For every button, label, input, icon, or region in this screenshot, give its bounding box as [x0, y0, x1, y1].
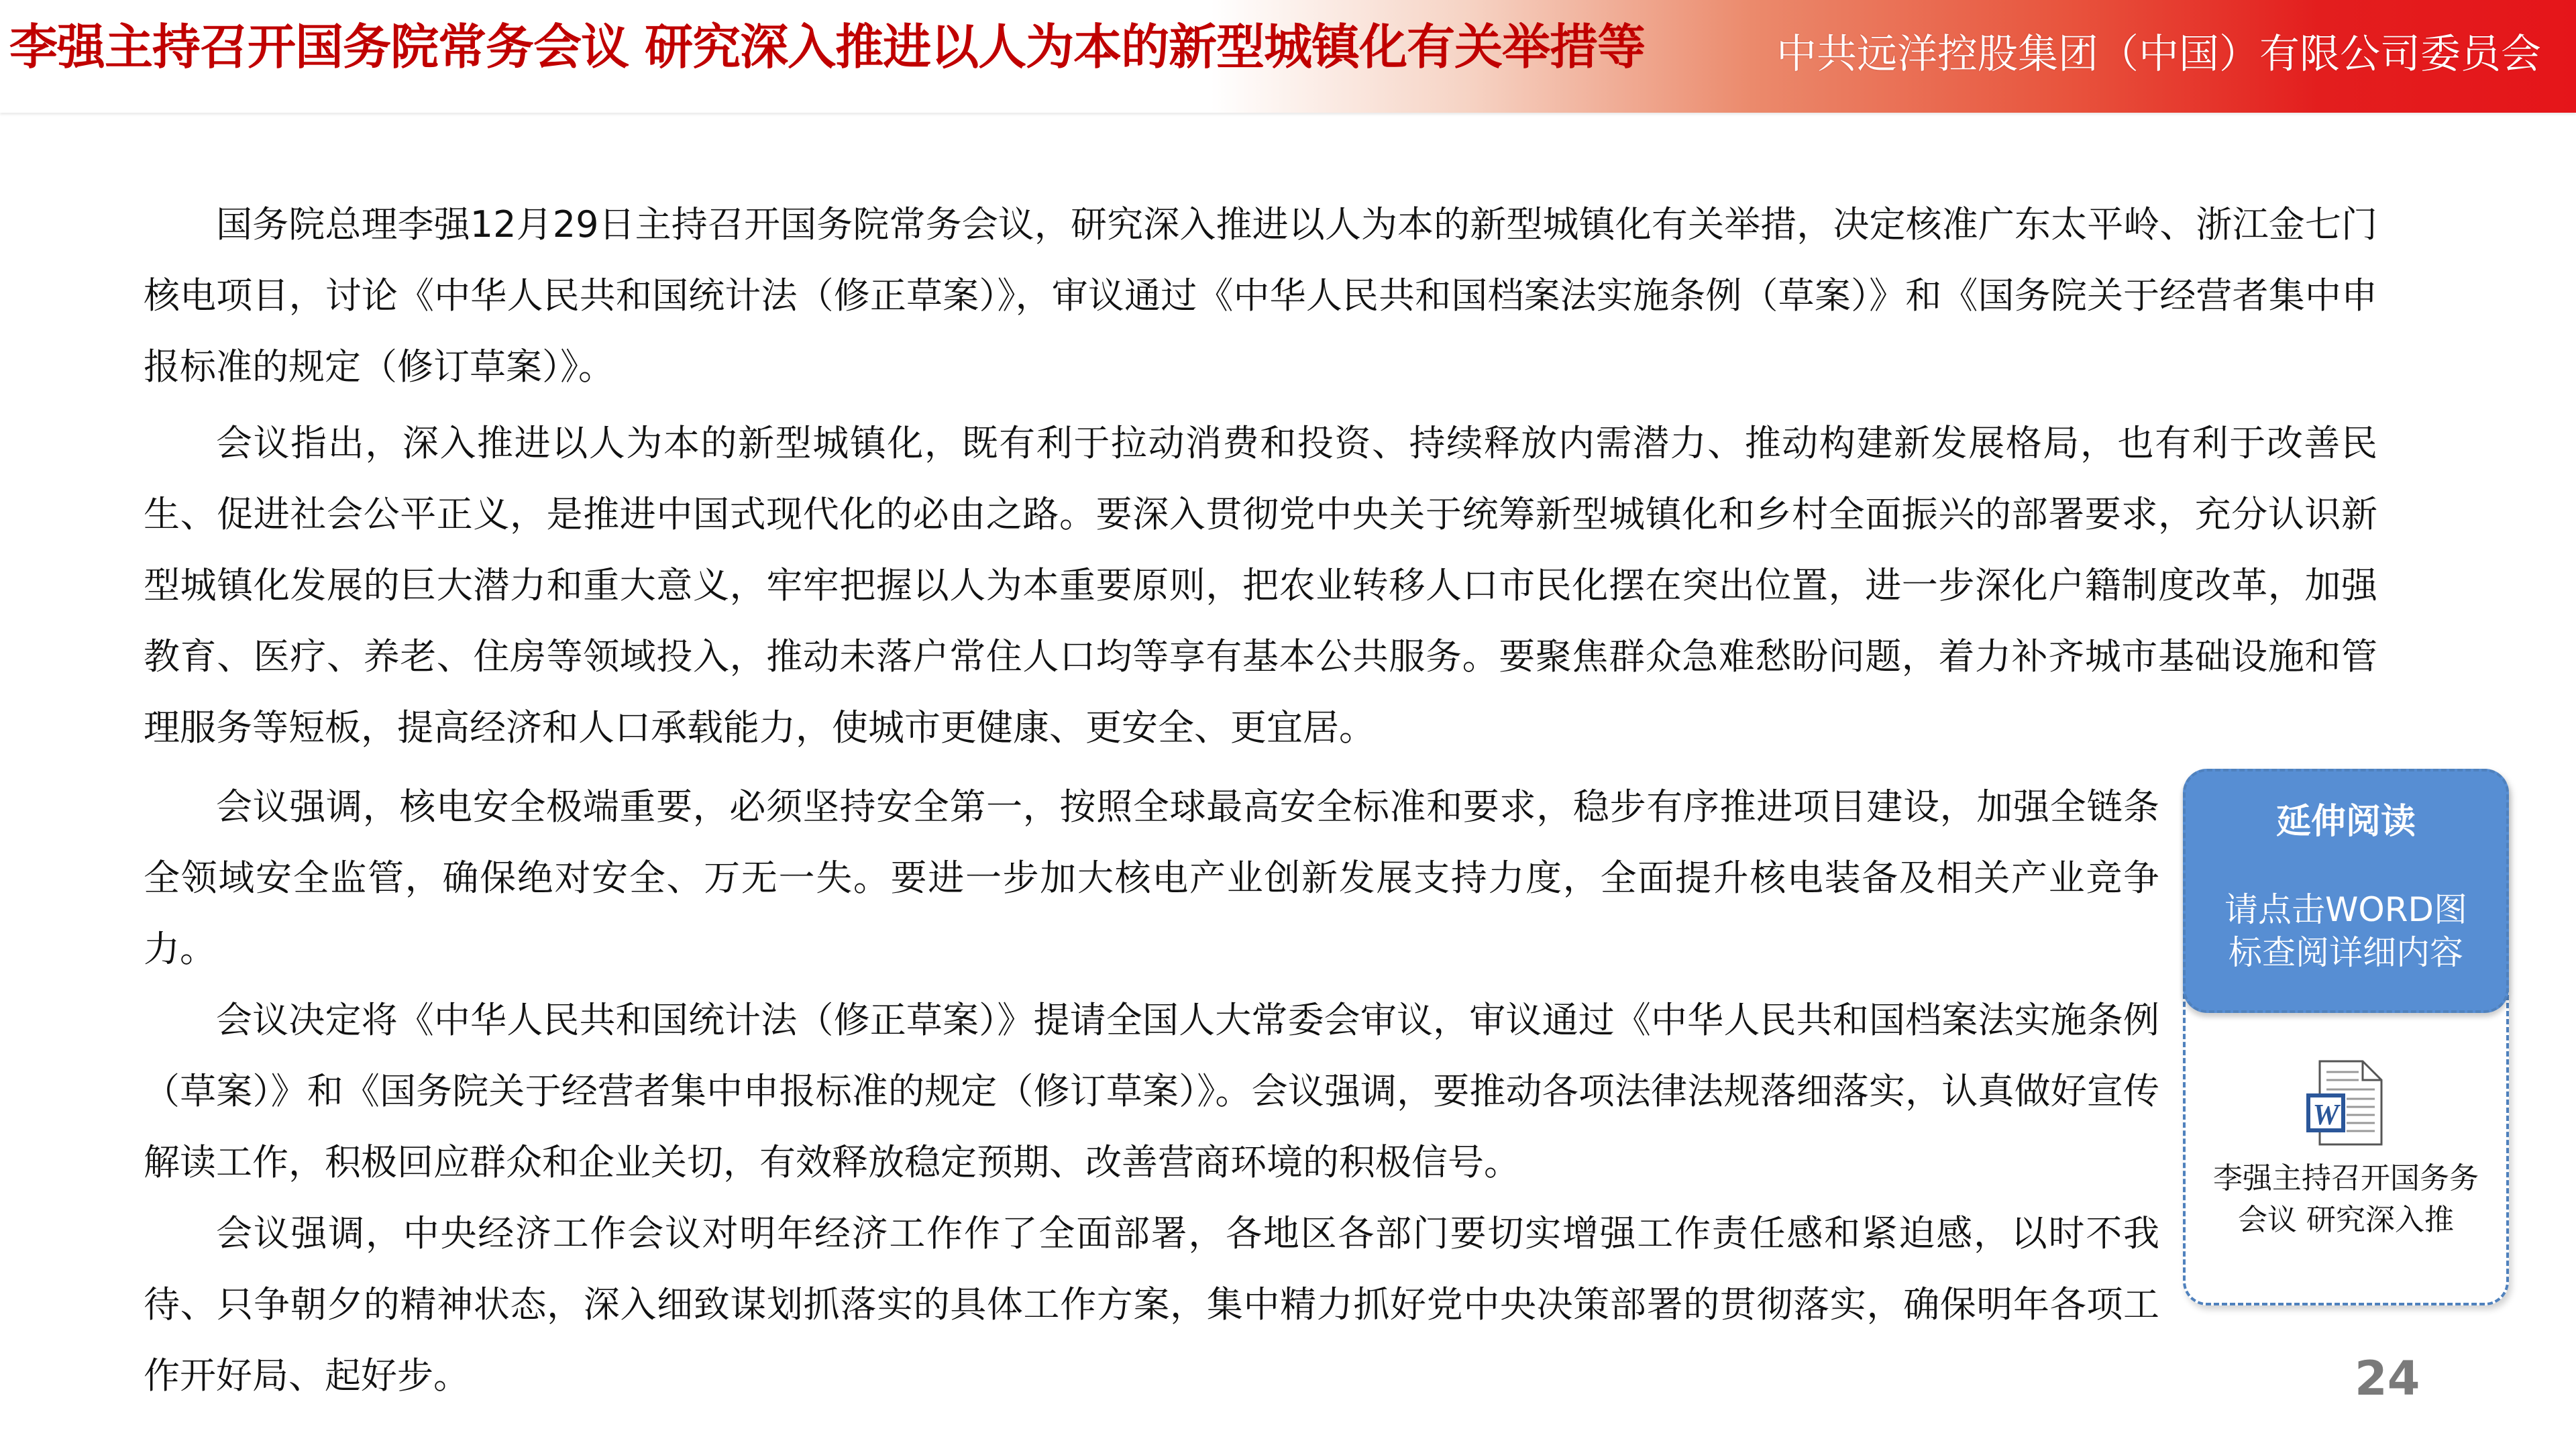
paragraph: 会议指出，深入推进以人为本的新型城镇化，既有利于拉动消费和投资、持续释放内需潜力、推动构建新发展格局，也有利于改善民生、促进社会公平正义，是推进中国式现代化的必由之路。要深入贯彻党中央关于统筹新型城镇化和乡村全面振兴的部署要求，充分认识新型城镇化发展的巨大潜力和重大意义，牢牢把握以人为本重要原则，把农业转移人口市民化摆在突出位置，进一步深化户籍制度改革，加强教育、医疗、养老、住房等领域投入，推动未落户常住人口均等享有基本公共服务。要聚焦群众急难愁盼问题，着力补齐城市基础设施和管理服务等短板，提高经济和人口承载能力，使城市更健康、更安全、更宜居。 — [144, 422, 2377, 749]
extended-reading-description: 请点击WORD图标查阅详细内容 — [2224, 890, 2468, 972]
word-document-icon[interactable] — [2305, 1060, 2385, 1147]
organization-name: 中共远洋控股集团（中国）有限公司委员会 — [1776, 31, 2541, 78]
paragraph: 会议决定将《中华人民共和国统计法（修正草案）》提请全国人大常委会审议，审议通过《中华人民共和国档案法实施条例（草案）》和《国务院关于经营者集中申报标准的规定（修订草案）》。会议强调，要推动各项法律法规落细落实，认真做好宣传解读工作，积极回应群众和企业关切，有效释放稳定预期、改善营商环境的积极信号。 — [144, 999, 2159, 1183]
page-title: 李强主持召开国务院常务会议 研究深入推进以人为本的新型城镇化有关举措等 — [9, 19, 1646, 75]
paragraph: 会议强调，核电安全极端重要，必须坚持安全第一，按照全球最高安全标准和要求，稳步有序推进项目建设，加强全链条全领域安全监管，确保绝对安全、万无一失。要进一步加大核电产业创新发展支持力度，全面提升核电装备及相关产业竞争力。 — [144, 786, 2159, 970]
paragraph: 国务院总理李强12月29日主持召开国务院常务会议，研究深入推进以人为本的新型城镇化有关举措，决定核准广东太平岭、浙江金七门核电项目，讨论《中华人民共和国统计法（修正草案）》，审议通过《中华人民共和国档案法实施条例（草案）》和《国务院关于经营者集中申报标准的规定（修订草案）》。 — [144, 203, 2377, 388]
extended-reading-panel — [2183, 769, 2509, 1305]
document-link[interactable]: 李强主持召开国务务会议 研究深入推 — [2213, 1161, 2479, 1237]
paragraph: 会议强调，中央经济工作会议对明年经济工作作了全面部署，各地区各部门要切实增强工作责任感和紧迫感，以时不我待、只争朝夕的精神状态，深入细致谋划抓落实的具体工作方案，集中精力抓好党中央决策部署的贯彻落实，确保明年各项工作开好局、起好步。 — [144, 1212, 2159, 1397]
svg-text:W: W — [2312, 1098, 2339, 1131]
article-body — [144, 189, 2377, 1411]
extended-reading-header — [2183, 769, 2509, 1013]
page-number: 24 — [2355, 1351, 2420, 1406]
header-bar — [0, 0, 2576, 113]
extended-reading-title: 延伸阅读 — [2275, 802, 2416, 842]
